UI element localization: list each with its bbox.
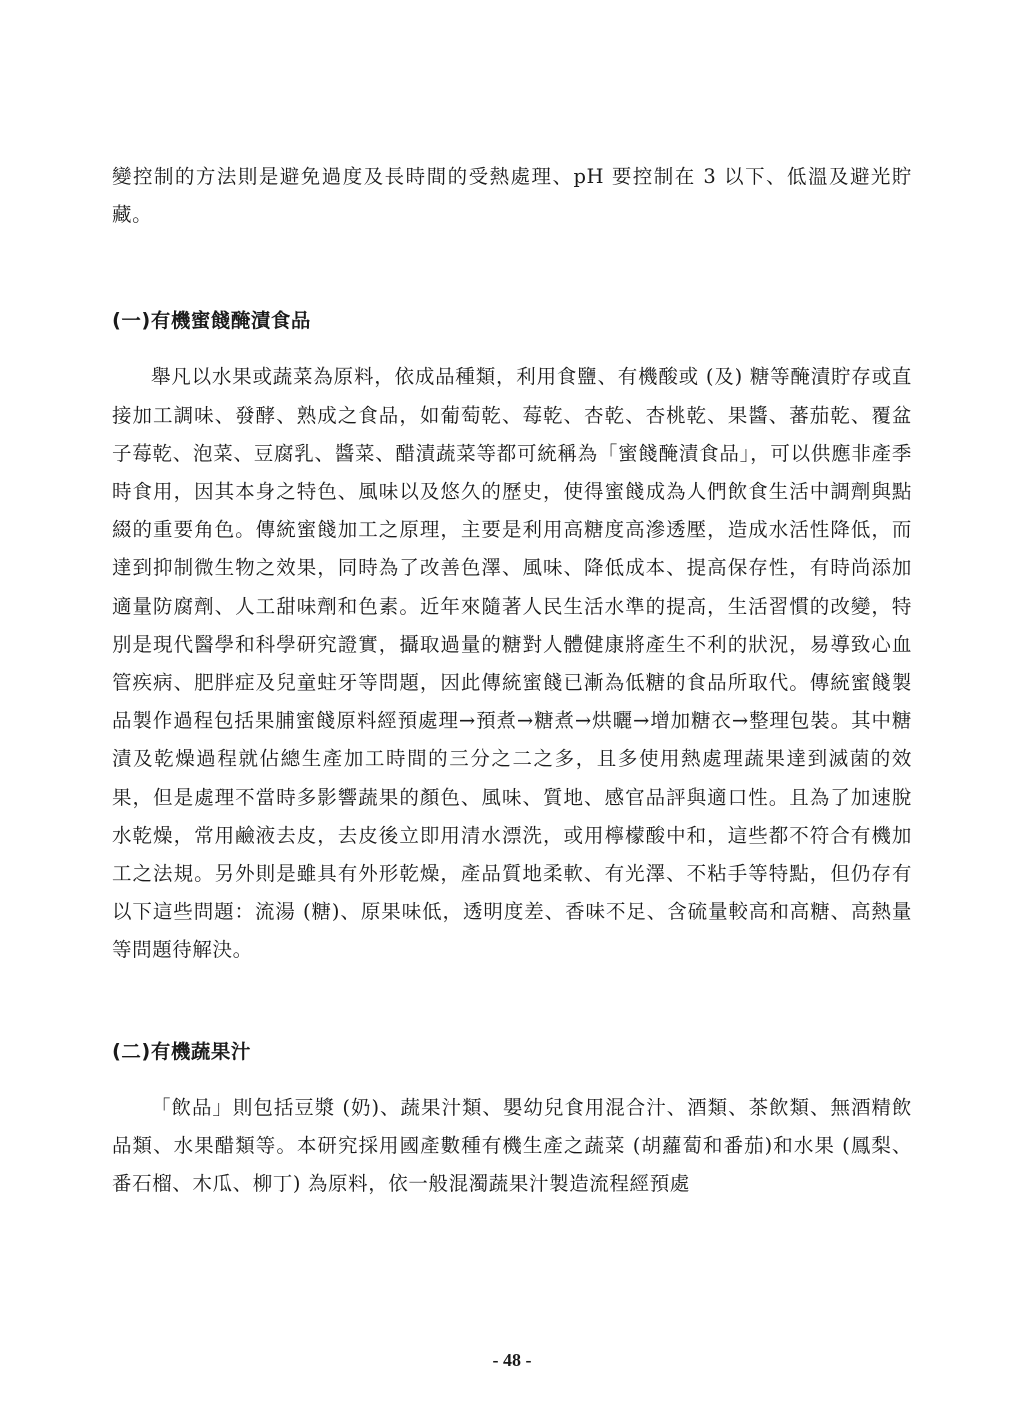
- spacer: [112, 336, 912, 358]
- spacer: [112, 970, 912, 1037]
- document-body: [112, 158, 912, 1203]
- section-heading-1: (一)有機蜜餞醃漬食品: [112, 309, 311, 333]
- spacer: [112, 1067, 912, 1089]
- section-1-paragraph: 舉凡以水果或蔬菜為原料，依成品種類，利用食鹽、有機酸或 (及) 糖等醃漬貯存或直接加工調味、發酵、熟成之食品，如葡萄乾、莓乾、杏乾、杏桃乾、果醬、蕃茄乾、覆盆子莓乾、泡菜、豆腐乳、醬菜、醋漬蔬菜等都可統稱為「蜜餞醃漬食品」，可以供應非產季時食用，因其本身之特色、風味以及悠久的歷史，使得蜜餞成為人們飲食生活中調劑與點綴的重要角色。傳統蜜餞加工之原理，主要是利用高糖度高滲透壓，造成水活性降低，而達到抑制微生物之效果，同時為了改善色澤、風味、降低成本、提高保存性，有時尚添加適量防腐劑、人工甜味劑和色素。近年來隨著人民生活水準的提高，生活習慣的改變，特別是現代醫學和科學研究證實，攝取過量的糖對人體健康將產生不利的狀況，易導致心血管疾病、肥胖症及兒童蛀牙等問題，因此傳統蜜餞已漸為低糖的食品所取代。傳統蜜餞製品製作過程包括果脯蜜餞原料經預處理→預煮→糖煮→烘曬→增加糖衣→整理包裝。其中糖漬及乾燥過程就佔總生產加工時間的三分之二之多，且多使用熱處理蔬果達到滅菌的效果，但是處理不當時多影響蔬果的顏色、風味、質地、感官品評與適口性。且為了加速脫水乾燥，常用鹼液去皮，去皮後立即用清水漂洗，或用檸檬酸中和，這些都不符合有機加工之法規。另外則是雖具有外形乾燥，產品質地柔軟、有光澤、不粘手等特點，但仍存有以下這些問題：流湯 (糖)、原果味低，透明度差、香味不足、含硫量較高和高糖、高熱量等問題待解決。: [112, 365, 912, 962]
- page-number: - 48 -: [492, 1350, 532, 1370]
- spacer: [112, 234, 912, 306]
- section-heading-2: (二)有機蔬果汁: [112, 1039, 251, 1063]
- intro-paragraph: 變控制的方法則是避免過度及長時間的受熱處理、pH 要控制在 3 以下、低溫及避光貯藏。: [112, 165, 912, 227]
- section-2-paragraph: 「飲品」則包括豆漿 (奶)、蔬果汁類、嬰幼兒食用混合汁、酒類、茶飲類、無酒精飲品類、水果醋類等。本研究採用國產數種有機生產之蔬菜 (胡蘿蔔和番茄)和水果 (鳳梨、番石榴、木瓜、柳丁) 為原料，依一般混濁蔬果汁製造流程經預處: [112, 1095, 912, 1196]
